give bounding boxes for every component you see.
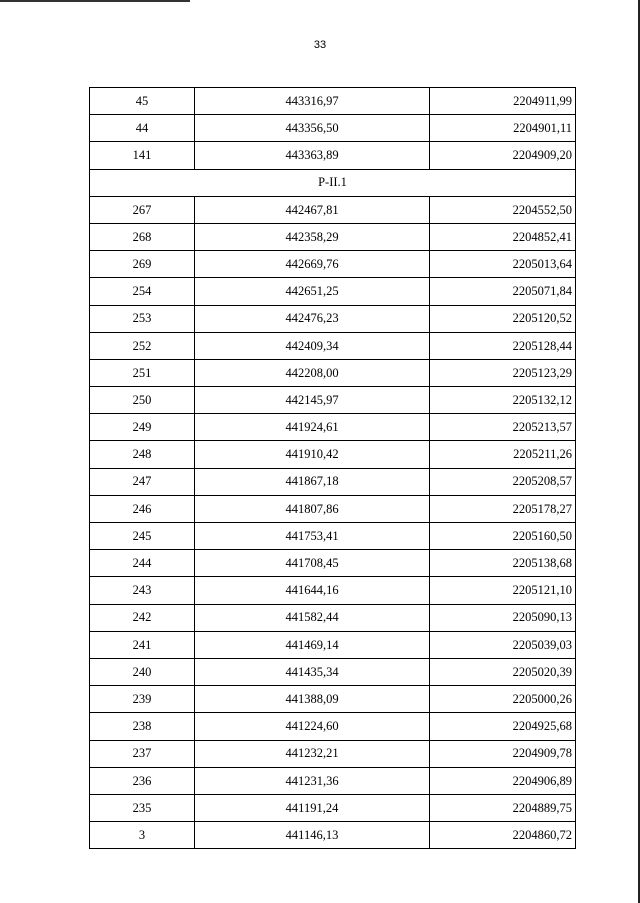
point-number-cell: 235 bbox=[90, 794, 195, 821]
point-number-cell: 243 bbox=[90, 577, 195, 604]
point-number-cell: 141 bbox=[90, 142, 195, 169]
x-coordinate-cell: 441231,36 bbox=[195, 767, 430, 794]
table-row bbox=[90, 115, 576, 142]
y-coordinate-cell: 2204552,50 bbox=[430, 196, 576, 223]
x-coordinate-cell: 441708,45 bbox=[195, 550, 430, 577]
point-number-cell: 247 bbox=[90, 468, 195, 495]
x-coordinate-cell: 442409,34 bbox=[195, 332, 430, 359]
point-number-cell: 241 bbox=[90, 631, 195, 658]
table-row bbox=[90, 305, 576, 332]
coordinates-table bbox=[89, 87, 576, 849]
table-row bbox=[90, 523, 576, 550]
y-coordinate-cell: 2205128,44 bbox=[430, 332, 576, 359]
table-row bbox=[90, 332, 576, 359]
table-row bbox=[90, 604, 576, 631]
y-coordinate-cell: 2205000,26 bbox=[430, 686, 576, 713]
x-coordinate-cell: 441469,14 bbox=[195, 631, 430, 658]
y-coordinate-cell: 2205208,57 bbox=[430, 468, 576, 495]
x-coordinate-cell: 442145,97 bbox=[195, 387, 430, 414]
y-coordinate-cell: 2204925,68 bbox=[430, 713, 576, 740]
table-row bbox=[90, 713, 576, 740]
point-number-cell: 239 bbox=[90, 686, 195, 713]
x-coordinate-cell: 441644,16 bbox=[195, 577, 430, 604]
page-number: 33 bbox=[313, 39, 327, 51]
table-row bbox=[90, 631, 576, 658]
y-coordinate-cell: 2204901,11 bbox=[430, 115, 576, 142]
table-row bbox=[90, 822, 576, 849]
table-row bbox=[90, 767, 576, 794]
table-row bbox=[90, 468, 576, 495]
y-coordinate-cell: 2205013,64 bbox=[430, 251, 576, 278]
point-number-cell: 267 bbox=[90, 196, 195, 223]
table-row bbox=[90, 686, 576, 713]
x-coordinate-cell: 443356,50 bbox=[195, 115, 430, 142]
point-number-cell: 253 bbox=[90, 305, 195, 332]
x-coordinate-cell: 441807,86 bbox=[195, 495, 430, 522]
x-coordinate-cell: 441388,09 bbox=[195, 686, 430, 713]
x-coordinate-cell: 442467,81 bbox=[195, 196, 430, 223]
table-row bbox=[90, 658, 576, 685]
point-number-cell: 269 bbox=[90, 251, 195, 278]
y-coordinate-cell: 2204909,20 bbox=[430, 142, 576, 169]
table-row bbox=[90, 740, 576, 767]
point-number-cell: 44 bbox=[90, 115, 195, 142]
x-coordinate-cell: 441435,34 bbox=[195, 658, 430, 685]
table-row bbox=[90, 359, 576, 386]
x-coordinate-cell: 441753,41 bbox=[195, 523, 430, 550]
x-coordinate-cell: 442358,29 bbox=[195, 223, 430, 250]
table-row bbox=[90, 550, 576, 577]
y-coordinate-cell: 2205211,26 bbox=[430, 441, 576, 468]
x-coordinate-cell: 441867,18 bbox=[195, 468, 430, 495]
point-number-cell: 3 bbox=[90, 822, 195, 849]
table-row bbox=[90, 278, 576, 305]
point-number-cell: 240 bbox=[90, 658, 195, 685]
point-number-cell: 254 bbox=[90, 278, 195, 305]
y-coordinate-cell: 2205090,13 bbox=[430, 604, 576, 631]
y-coordinate-cell: 2205120,52 bbox=[430, 305, 576, 332]
point-number-cell: 251 bbox=[90, 359, 195, 386]
point-number-cell: 249 bbox=[90, 414, 195, 441]
x-coordinate-cell: 443363,89 bbox=[195, 142, 430, 169]
table-row bbox=[90, 387, 576, 414]
table-row bbox=[90, 577, 576, 604]
y-coordinate-cell: 2204852,41 bbox=[430, 223, 576, 250]
y-coordinate-cell: 2205020,39 bbox=[430, 658, 576, 685]
x-coordinate-cell: 441582,44 bbox=[195, 604, 430, 631]
x-coordinate-cell: 441910,42 bbox=[195, 441, 430, 468]
x-coordinate-cell: 442669,76 bbox=[195, 251, 430, 278]
point-number-cell: 236 bbox=[90, 767, 195, 794]
x-coordinate-cell: 441224,60 bbox=[195, 713, 430, 740]
point-number-cell: 237 bbox=[90, 740, 195, 767]
table-row bbox=[90, 251, 576, 278]
point-number-cell: 246 bbox=[90, 495, 195, 522]
y-coordinate-cell: 2205132,12 bbox=[430, 387, 576, 414]
point-number-cell: 250 bbox=[90, 387, 195, 414]
y-coordinate-cell: 2205138,68 bbox=[430, 550, 576, 577]
y-coordinate-cell: 2204860,72 bbox=[430, 822, 576, 849]
point-number-cell: 242 bbox=[90, 604, 195, 631]
y-coordinate-cell: 2205121,10 bbox=[430, 577, 576, 604]
x-coordinate-cell: 441232,21 bbox=[195, 740, 430, 767]
section-header-row bbox=[90, 169, 576, 196]
section-title: Р-II.1 bbox=[90, 169, 576, 196]
point-number-cell: 252 bbox=[90, 332, 195, 359]
x-coordinate-cell: 442651,25 bbox=[195, 278, 430, 305]
x-coordinate-cell: 441924,61 bbox=[195, 414, 430, 441]
table-row bbox=[90, 196, 576, 223]
table-row bbox=[90, 142, 576, 169]
point-number-cell: 45 bbox=[90, 88, 195, 115]
x-coordinate-cell: 441191,24 bbox=[195, 794, 430, 821]
table-row bbox=[90, 414, 576, 441]
y-coordinate-cell: 2205213,57 bbox=[430, 414, 576, 441]
table-row bbox=[90, 794, 576, 821]
point-number-cell: 248 bbox=[90, 441, 195, 468]
y-coordinate-cell: 2204889,75 bbox=[430, 794, 576, 821]
point-number-cell: 244 bbox=[90, 550, 195, 577]
point-number-cell: 238 bbox=[90, 713, 195, 740]
y-coordinate-cell: 2205123,29 bbox=[430, 359, 576, 386]
x-coordinate-cell: 442208,00 bbox=[195, 359, 430, 386]
x-coordinate-cell: 443316,97 bbox=[195, 88, 430, 115]
point-number-cell: 268 bbox=[90, 223, 195, 250]
y-coordinate-cell: 2205039,03 bbox=[430, 631, 576, 658]
y-coordinate-cell: 2204906,89 bbox=[430, 767, 576, 794]
y-coordinate-cell: 2205071,84 bbox=[430, 278, 576, 305]
table-row bbox=[90, 495, 576, 522]
table-row bbox=[90, 441, 576, 468]
y-coordinate-cell: 2204911,99 bbox=[430, 88, 576, 115]
x-coordinate-cell: 441146,13 bbox=[195, 822, 430, 849]
table-row bbox=[90, 88, 576, 115]
scan-edge-top bbox=[0, 0, 190, 2]
x-coordinate-cell: 442476,23 bbox=[195, 305, 430, 332]
y-coordinate-cell: 2205160,50 bbox=[430, 523, 576, 550]
point-number-cell: 245 bbox=[90, 523, 195, 550]
y-coordinate-cell: 2204909,78 bbox=[430, 740, 576, 767]
y-coordinate-cell: 2205178,27 bbox=[430, 495, 576, 522]
table-row bbox=[90, 223, 576, 250]
